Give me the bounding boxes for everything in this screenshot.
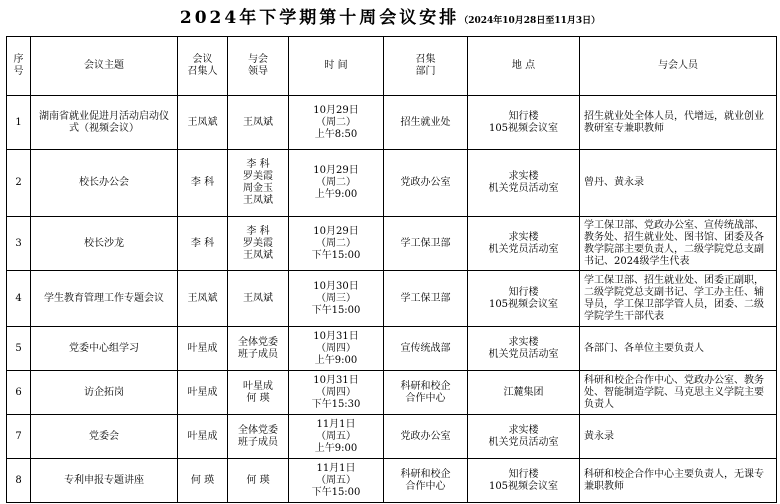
row-location: 求实楼 机关党员活动室 (468, 327, 580, 371)
row-location: 知行楼 105视频会议室 (468, 271, 580, 327)
row-topic: 党委会 (31, 415, 178, 459)
header-leaders: 与会 领导 (228, 37, 289, 96)
row-leaders: 叶星成 何 瑛 (228, 371, 289, 415)
row-attendees: 曾丹、黄永录 (580, 150, 777, 217)
row-leaders: 李 科 罗美霞 王凤斌 (228, 217, 289, 271)
row-time: 10月29日 （周二） 上午9:00 (289, 150, 384, 217)
row-leaders: 王凤斌 (228, 96, 289, 150)
header-dept: 召集 部门 (384, 37, 468, 96)
row-topic: 学生教育管理工作专题会议 (31, 271, 178, 327)
row-dept: 科研和校企 合作中心 (384, 459, 468, 503)
row-dept: 党政办公室 (384, 415, 468, 459)
row-time: 10月29日 （周二） 下午15:00 (289, 217, 384, 271)
row-leaders: 全体党委 班子成员 (228, 327, 289, 371)
row-attendees: 学工保卫部、党政办公室、宣传统战部、教务处、招生就业处、图书馆、团委及各教学院部主要负责人，二级学院党总支副书记、2024级学生代表 (580, 217, 777, 271)
header-convener: 会议 召集人 (178, 37, 228, 96)
row-convener: 叶星成 (178, 371, 228, 415)
table-row (7, 415, 777, 459)
row-location: 求实楼 机关党员活动室 (468, 150, 580, 217)
row-topic: 校长沙龙 (31, 217, 178, 271)
row-no: 3 (7, 217, 31, 271)
row-topic: 党委中心组学习 (31, 327, 178, 371)
table-row (7, 217, 777, 271)
row-dept: 招生就业处 (384, 96, 468, 150)
row-no: 2 (7, 150, 31, 217)
row-convener: 王凤斌 (178, 96, 228, 150)
header-time: 时 间 (289, 37, 384, 96)
row-dept: 学工保卫部 (384, 271, 468, 327)
row-topic: 访企拓岗 (31, 371, 178, 415)
row-location: 求实楼 机关党员活动室 (468, 415, 580, 459)
row-convener: 王凤斌 (178, 271, 228, 327)
row-dept: 宣传统战部 (384, 327, 468, 371)
row-dept: 学工保卫部 (384, 217, 468, 271)
row-time: 10月31日 （周四） 下午15:30 (289, 371, 384, 415)
row-convener: 何 瑛 (178, 459, 228, 503)
row-convener: 叶星成 (178, 415, 228, 459)
row-attendees: 黄永录 (580, 415, 777, 459)
row-topic: 校长办公会 (31, 150, 178, 217)
page-subtitle: （2024年10月28日至11月3日） (459, 16, 601, 26)
row-location: 江麓集团 (468, 371, 580, 415)
row-no: 7 (7, 415, 31, 459)
row-time: 10月29日 （周二） 上午8:50 (289, 96, 384, 150)
row-leaders: 王凤斌 (228, 271, 289, 327)
table-row (7, 271, 777, 327)
meeting-schedule-table (6, 36, 777, 503)
row-no: 6 (7, 371, 31, 415)
row-attendees: 学工保卫部、招生就业处、团委正副职，二级学院党总支副书记、学工办主任、辅导员，学工保卫部学管人员，团委、二级学院学生干部代表 (580, 271, 777, 327)
table-row (7, 459, 777, 503)
header-row (7, 37, 777, 96)
row-topic: 湖南省就业促进月活动启动仪式（视频会议） (31, 96, 178, 150)
table-row (7, 371, 777, 415)
header-no: 序 号 (7, 37, 31, 96)
row-convener: 李 科 (178, 150, 228, 217)
row-attendees: 各部门、各单位主要负责人 (580, 327, 777, 371)
row-attendees: 招生就业处全体人员，代增远，就业创业教研室专兼职教师 (580, 96, 777, 150)
row-leaders: 何 瑛 (228, 459, 289, 503)
row-topic: 专利申报专题讲座 (31, 459, 178, 503)
row-time: 11月1日 （周五） 下午15:00 (289, 459, 384, 503)
row-time: 10月30日 （周三） 下午15:00 (289, 271, 384, 327)
table-row (7, 96, 777, 150)
row-attendees: 科研和校企合作中心、党政办公室、教务处、智能制造学院、马克思主义学院主要负责人 (580, 371, 777, 415)
header-topic: 会议主题 (31, 37, 178, 96)
row-no: 4 (7, 271, 31, 327)
table-row (7, 150, 777, 217)
row-convener: 李 科 (178, 217, 228, 271)
title-bar (0, 0, 780, 36)
row-dept: 党政办公室 (384, 150, 468, 217)
row-convener: 叶星成 (178, 327, 228, 371)
row-location: 知行楼 105视频会议室 (468, 96, 580, 150)
row-time: 10月31日 （周四） 上午9:00 (289, 327, 384, 371)
row-location: 知行楼 105视频会议室 (468, 459, 580, 503)
row-dept: 科研和校企 合作中心 (384, 371, 468, 415)
row-no: 1 (7, 96, 31, 150)
row-leaders: 李 科 罗美霞 周金玉 王凤斌 (228, 150, 289, 217)
header-attendees: 与会人员 (580, 37, 777, 96)
row-attendees: 科研和校企合作中心主要负责人，无课专兼职教师 (580, 459, 777, 503)
row-no: 5 (7, 327, 31, 371)
row-leaders: 全体党委 班子成员 (228, 415, 289, 459)
page-title: 2024年下学期第十周会议安排 (179, 8, 460, 28)
header-location: 地 点 (468, 37, 580, 96)
row-time: 11月1日 （周五） 上午9:00 (289, 415, 384, 459)
row-location: 求实楼 机关党员活动室 (468, 217, 580, 271)
row-no: 8 (7, 459, 31, 503)
table-row (7, 327, 777, 371)
